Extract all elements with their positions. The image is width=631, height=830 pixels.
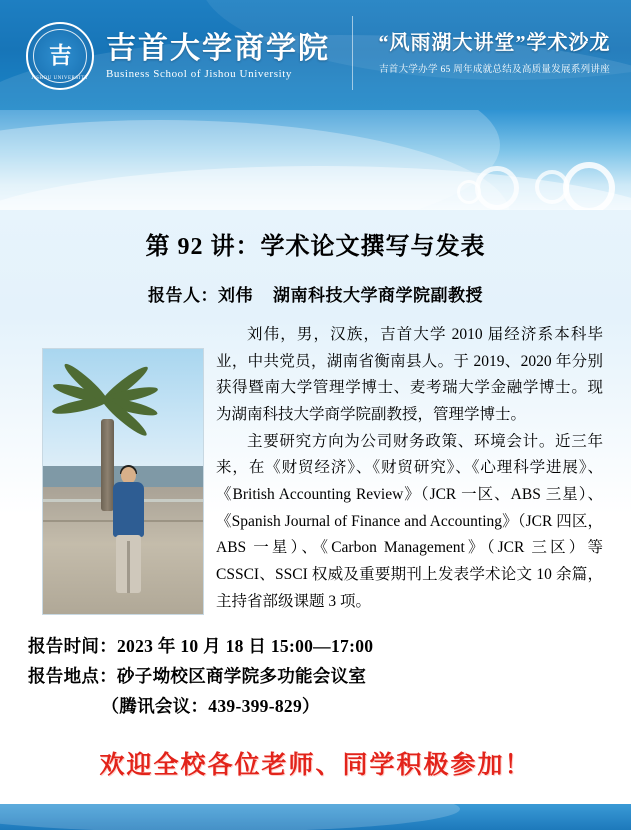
poster-footer-bar bbox=[0, 804, 631, 830]
seal-character: 吉 bbox=[49, 43, 71, 68]
school-name-cn: 吉首大学商学院 bbox=[106, 31, 330, 65]
welcome-slogan: 欢迎全校各位老师、同学积极参加！ bbox=[99, 752, 532, 780]
speaker-line bbox=[28, 281, 603, 306]
lecture-series-block bbox=[368, 26, 621, 76]
poster-title: 第 92 讲：学术论文撰写与发表 bbox=[145, 234, 486, 260]
header-divider bbox=[352, 16, 353, 90]
event-meeting-id: （腾讯会议：439-399-829） bbox=[101, 696, 320, 717]
poster-content bbox=[0, 226, 631, 781]
ring-decor-1 bbox=[475, 166, 519, 210]
lecture-series-title: “风雨湖大讲堂”学术沙龙 bbox=[378, 32, 611, 54]
event-time: 报告时间：2023 年 10 月 18 日 15:00—17:00 bbox=[28, 636, 374, 656]
speaker-affiliation: 湖南科技大学商学院副教授 bbox=[273, 286, 483, 305]
poster-header bbox=[0, 0, 631, 110]
speaker-name: 报告人：刘伟 bbox=[148, 286, 253, 305]
decorative-wave-band bbox=[0, 110, 631, 210]
bio-paragraph-2: 主要研究方向为公司财务政策、环境会计。近三年来，在《财贸经济》、《财贸研究》、《心理科学进展》、《British Accounting Review》（JCR 一区、ABS 三星）、《Spanish Journal of Finance and Accounting》（JCR 四区，ABS 一星）、《Carbon Management》（JCR 三区）等 CSSCI、SSCI 权威及重要期刊上发表学术论文 10 余篇，主持省部级课题 3 项。 bbox=[216, 432, 603, 610]
event-info-block bbox=[28, 619, 603, 721]
palm-crown bbox=[55, 369, 165, 431]
school-name-en: Business School of Jishou University bbox=[106, 68, 292, 81]
bio-section bbox=[28, 322, 603, 615]
school-logo-block bbox=[26, 22, 330, 90]
school-name-group bbox=[106, 32, 330, 81]
footer-wave-decor bbox=[0, 786, 460, 830]
lecture-series-subtitle: 吉首大学办学 65 周年成就总结及高质量发展系列讲座 bbox=[378, 65, 611, 75]
bio-paragraph-1: 刘伟，男，汉族，吉首大学 2010 届经济系本科毕业，中共党员，湖南省衡南县人。于 2019、2020 年分别获得暨南大学管理学博士、麦考瑞大学金融学博士。现为湖南科技大学商学院副教授，管理学博士。 bbox=[216, 326, 603, 423]
ring-decor-3 bbox=[563, 162, 615, 210]
event-place: 报告地点：砂子坳校区商学院多功能会议室 bbox=[28, 666, 367, 687]
person-body bbox=[113, 482, 144, 537]
seal-english-text: JISHOU UNIVERSITY bbox=[31, 76, 89, 81]
university-seal-icon bbox=[26, 22, 94, 90]
speaker-photo bbox=[42, 348, 204, 615]
person-legs bbox=[116, 535, 141, 593]
